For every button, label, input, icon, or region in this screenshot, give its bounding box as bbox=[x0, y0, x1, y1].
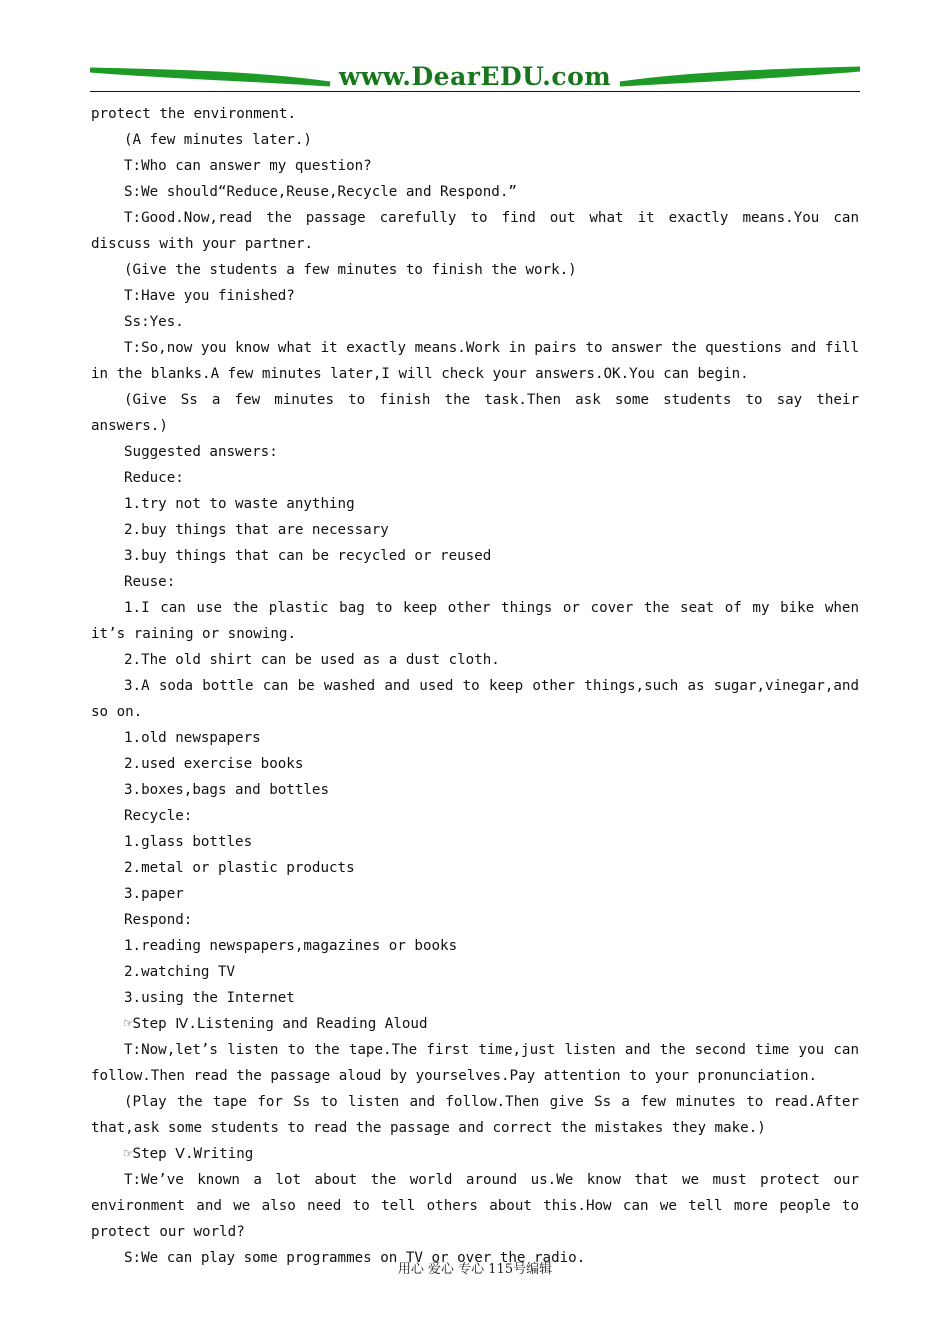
paragraph: T:So,now you know what it exactly means.Work in pairs to answer the questions and fill in the blanks.A few minutes later,I will check your answers.OK.You can begin. bbox=[91, 340, 859, 382]
paragraph: 3.using the Internet bbox=[124, 990, 295, 1006]
paragraph: 3.paper bbox=[124, 886, 184, 902]
document-body bbox=[91, 101, 859, 1271]
paragraph: S:We can play some programmes on TV or over the radio. bbox=[124, 1250, 586, 1266]
paragraph: T:Now,let’s listen to the tape.The first time,just listen and the second time you can follow.Then read the passage aloud by yourselves.Pay attention to your pronunciation. bbox=[91, 1042, 859, 1084]
page-header bbox=[90, 60, 860, 94]
paragraph: 2.used exercise books bbox=[124, 756, 304, 772]
paragraph: 2.watching TV bbox=[124, 964, 236, 980]
paragraph: 3.boxes,bags and bottles bbox=[124, 782, 329, 798]
paragraph: ☞Step Ⅴ.Writing bbox=[124, 1146, 254, 1162]
paragraph: 2.The old shirt can be used as a dust cloth. bbox=[124, 652, 500, 668]
paragraph: Respond: bbox=[124, 912, 193, 928]
paragraph: 2.buy things that are necessary bbox=[124, 522, 389, 538]
paragraph: 1.I can use the plastic bag to keep other things or cover the seat of my bike when it’s raining or snowing. bbox=[91, 600, 859, 642]
paragraph: 1.glass bottles bbox=[124, 834, 253, 850]
paragraph: T:Who can answer my question? bbox=[124, 158, 372, 174]
header-rule bbox=[90, 91, 860, 92]
paragraph: (Give the students a few minutes to finish the work.) bbox=[124, 262, 577, 278]
paragraph: 3.buy things that can be recycled or reused bbox=[124, 548, 492, 564]
paragraph: 3.A soda bottle can be washed and used to keep other things,such as sugar,vinegar,and so on. bbox=[91, 678, 859, 720]
paragraph: Ss:Yes. bbox=[124, 314, 184, 330]
paragraph: 1.old newspapers bbox=[124, 730, 261, 746]
paragraph: (Give Ss a few minutes to finish the task.Then ask some students to say their answers.) bbox=[91, 392, 859, 434]
site-logo[interactable]: www.DearEDU.com bbox=[338, 62, 612, 91]
paragraph: S:We should“Reduce,Reuse,Recycle and Respond.” bbox=[124, 184, 517, 200]
paragraph: (A few minutes later.) bbox=[124, 132, 312, 148]
page-footer: 用心 爱心 专心 115号编辑 bbox=[397, 1262, 553, 1277]
paragraph: (Play the tape for Ss to listen and follow.Then give Ss a few minutes to read.After that,ask some students to read the passage and correct the mistakes they make.) bbox=[91, 1094, 859, 1136]
paragraph: 1.try not to waste anything bbox=[124, 496, 355, 512]
paragraph: T:We’ve known a lot about the world around us.We know that we must protect our environment and we also need to tell others about this.How can we tell more people to protect our world? bbox=[91, 1172, 859, 1240]
paragraph: ☞Step Ⅳ.Listening and Reading Aloud bbox=[124, 1016, 428, 1032]
paragraph: 2.metal or plastic products bbox=[124, 860, 355, 876]
paragraph: Suggested answers: bbox=[124, 444, 278, 460]
paragraph: T:Good.Now,read the passage carefully to find out what it exactly means.You can discuss with your partner. bbox=[91, 210, 859, 252]
paragraph: 1.reading newspapers,magazines or books bbox=[124, 938, 458, 954]
paragraph: T:Have you finished? bbox=[124, 288, 295, 304]
paragraph: Reuse: bbox=[124, 574, 176, 590]
paragraph: Reduce: bbox=[124, 470, 184, 486]
paragraph: protect the environment. bbox=[91, 106, 296, 122]
paragraph: Recycle: bbox=[124, 808, 193, 824]
